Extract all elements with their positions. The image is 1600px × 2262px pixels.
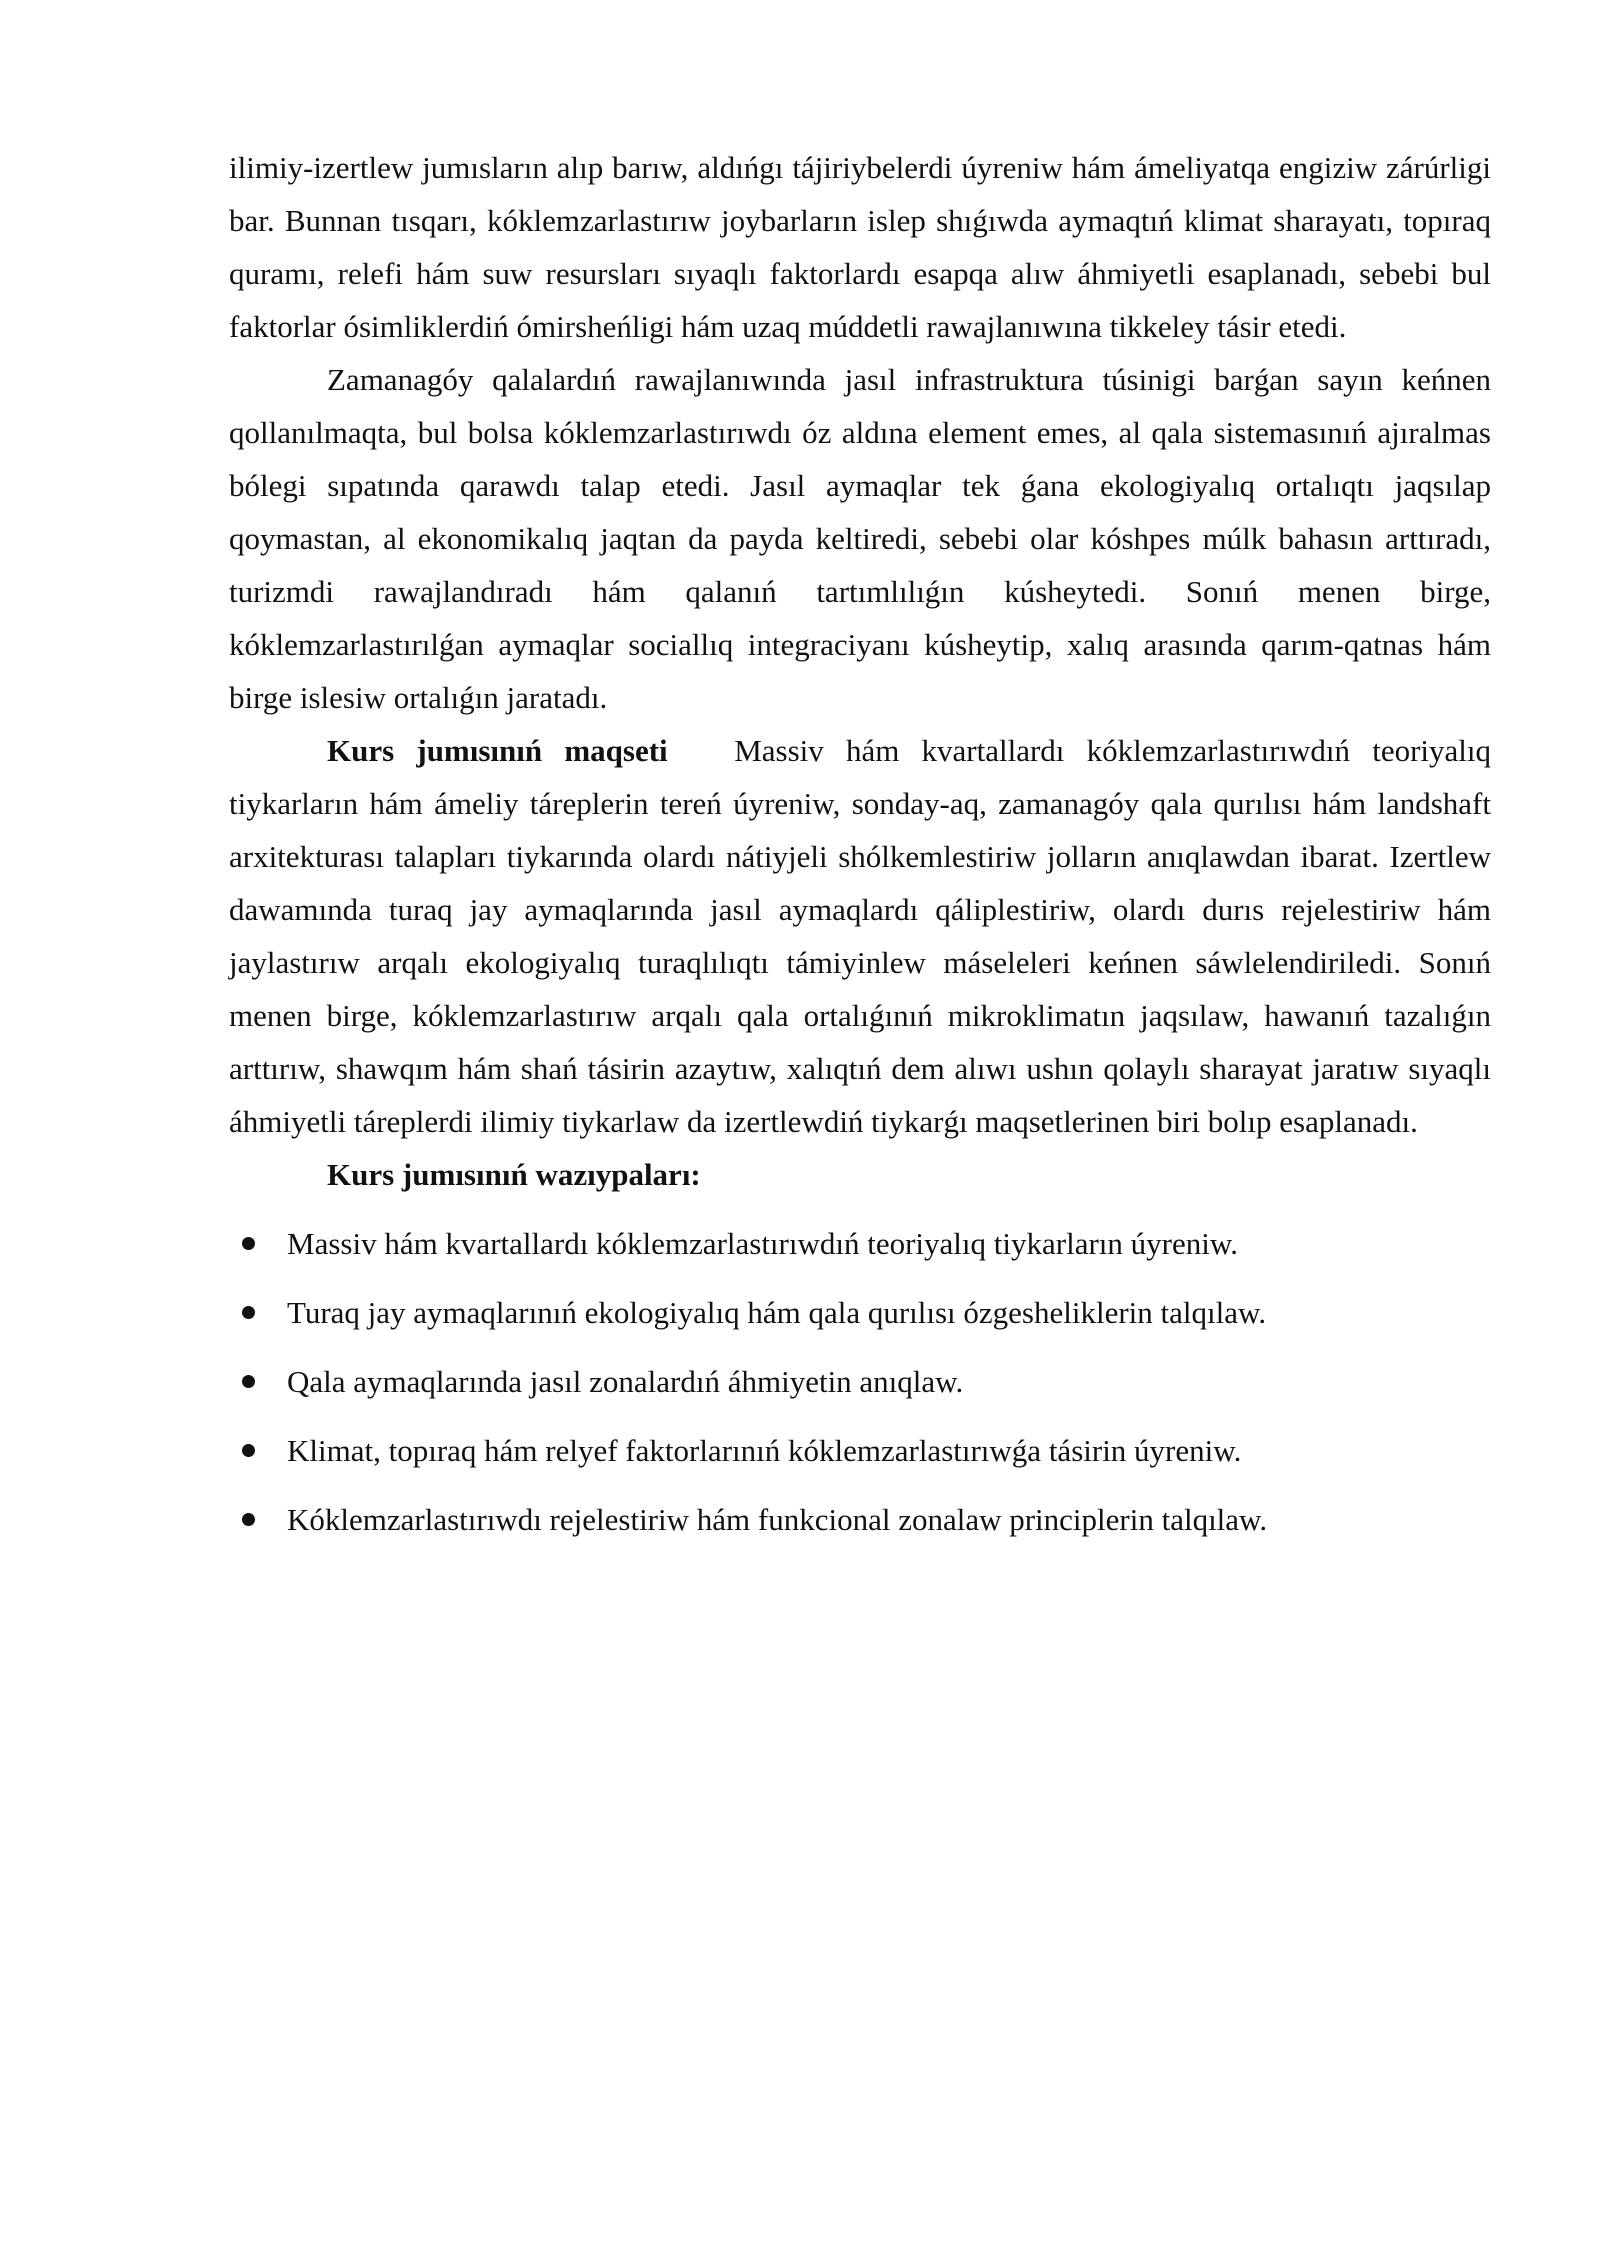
bullet-icon <box>242 1513 255 1526</box>
list-item-text: Kóklemzarlastırıwdı rejelestiriw hám funkcional zonalaw principlerin talqılaw. <box>287 1502 1268 1537</box>
bullet-icon <box>242 1237 255 1250</box>
list-item-text: Qala aymaqlarında jasıl zonalardıń áhmiyetin anıqlaw. <box>287 1364 964 1399</box>
list-item-text: Massiv hám kvartallardı kóklemzarlastırıwdıń teoriyalıq tiykarların úyreniw. <box>287 1226 1238 1261</box>
bullet-icon <box>242 1375 255 1388</box>
course-goal-body: Massiv hám kvartallardı kóklemzarlastırıwdıń teoriyalıq tiykarların hám ámeliy táreplerin tereń úyreniw, sonday-aq, zamanagóy qala qurılısı hám landshaft arxitekturası talapları tiykarında olardı nátiyjeli shólkemlestiriw jolların anıqlawdan ibarat. Izertlew dawamında turaq jay aymaqlarında jasıl aymaqlardı qáliplestiriw, olardı durıs rejelestiriw hám jaylastırıw arqalı ekologiyalıq turaqlılıqtı támiyinlew máseleleri keńnen sáwlelendiriledi. Sonıń menen birge, kóklemzarlastırıw arqalı qala ortalıǵınıń mikroklimatın jaqsılaw, hawanıń tazalıǵın arttırıw, shawqım hám shań tásirin azaytıw, xalıqtıń dem alıwı ushın qolaylı sharayat jaratıw sıyaqlı áhmiyetli táreplerdi ilimiy tiykarlaw da izertlewdiń tiykarǵı maqsetlerinen biri bolıp esaplanadı. <box>229 733 1491 1139</box>
list-item <box>229 1424 1491 1493</box>
list-item <box>229 1355 1491 1424</box>
document-page <box>229 141 1491 1562</box>
bullet-icon <box>242 1306 255 1319</box>
course-goal-heading: Kurs jumısınıń maqseti <box>327 733 668 768</box>
list-item-text: Klimat, topıraq hám relyef faktorlarınıń kóklemzarlastırıwǵa tásirin úyreniw. <box>287 1433 1242 1468</box>
list-item <box>229 1217 1491 1286</box>
list-item <box>229 1286 1491 1355</box>
bullet-icon <box>242 1444 255 1457</box>
paragraph-course-goal <box>229 724 1491 1148</box>
course-tasks-list <box>229 1217 1491 1562</box>
list-item-text: Turaq jay aymaqlarınıń ekologiyalıq hám qala qurılısı ózgesheliklerin talqılaw. <box>287 1295 1267 1330</box>
list-item <box>229 1493 1491 1562</box>
paragraph-green-infrastructure: Zamanagóy qalalardıń rawajlanıwında jasıl infrastruktura túsinigi barǵan sayın keńnen qollanılmaqta, bul bolsa kóklemzarlastırıwdı óz aldına element emes, al qala sistemasınıń ajıralmas bólegi sıpatında qarawdı talap etedi. Jasıl aymaqlar tek ǵana ekologiyalıq ortalıqtı jaqsılap qoymastan, al ekonomikalıq jaqtan da payda keltiredi, sebebi olar kóshpes múlk bahasın arttıradı, turizmdi rawajlandıradı hám qalanıń tartımlılıǵın kúsheytedi. Sonıń menen birge, kóklemzarlastırılǵan aymaqlar sociallıq integraciyanı kúsheytip, xalıq arasında qarım-qatnas hám birge islesiw ortalıǵın jaratadı. <box>229 362 1491 715</box>
course-tasks-heading: Kurs jumısınıń wazıypaları: <box>327 1157 701 1192</box>
paragraph-intro: ilimiy-izertlew jumısların alıp barıw, aldıńgı tájiriybelerdi úyreniw hám ámeliyatqa engiziw zárúrligi bar. Bunnan tısqarı, kóklemzarlastırıw joybarların islep shıǵıwda aymaqtıń klimat sharayatı, topıraq quramı, relefi hám suw resursları sıyaqlı faktorlardı esapqa alıw áhmiyetli esaplanadı, sebebi bul faktorlar ósimliklerdiń ómirsheńligi hám uzaq múddetli rawajlanıwına tikkeley tásir etedi. <box>229 150 1491 344</box>
